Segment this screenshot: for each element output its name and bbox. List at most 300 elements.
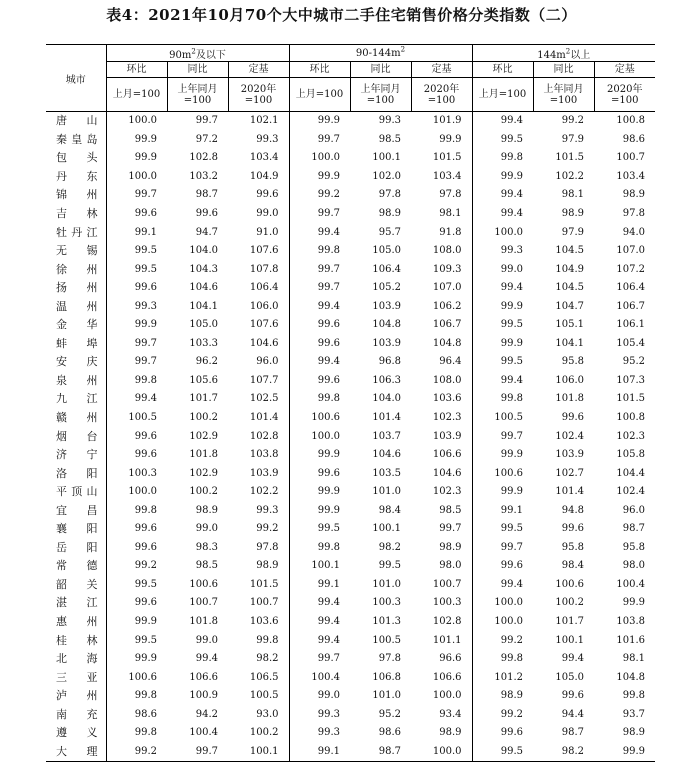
index-value: 99.1: [289, 576, 350, 595]
table-row: [46, 687, 655, 706]
index-value: 100.7: [432, 578, 462, 590]
index-value: 99.5: [472, 316, 533, 335]
group-header-small: $90m^2$及以下: [106, 45, 289, 62]
index-value: 103.5: [372, 467, 401, 479]
index-value: 103.6: [432, 393, 462, 405]
index-value: 101.5: [249, 578, 279, 590]
index-value: 99.2: [472, 706, 533, 725]
index-value: 102.3: [616, 430, 645, 442]
index-value: 101.4: [555, 486, 584, 498]
index-value: 103.8: [616, 616, 645, 628]
index-value: 99.8: [289, 242, 350, 261]
index-value: 99.9: [289, 446, 350, 465]
index-value: 104.6: [189, 282, 218, 294]
table-row: [46, 297, 655, 316]
index-value: 100.0: [472, 223, 533, 242]
index-value: 98.0: [439, 560, 462, 572]
index-value: 96.4: [439, 356, 462, 368]
index-value: 100.1: [372, 152, 401, 164]
index-value: 107.0: [432, 282, 462, 294]
index-value: 99.7: [472, 539, 533, 558]
index-value: 105.8: [616, 449, 645, 461]
index-value: 93.4: [439, 708, 462, 720]
index-value: 99.4: [195, 653, 218, 665]
index-value: 100.5: [472, 409, 533, 428]
index-value: 100.5: [106, 409, 167, 428]
index-value: 98.7: [561, 727, 584, 739]
index-value: 99.9: [106, 149, 167, 168]
base-header: 2020年 =100: [228, 78, 289, 112]
index-value: 99.3: [472, 242, 533, 261]
index-value: 99.5: [106, 631, 167, 650]
index-value: 100.0: [289, 427, 350, 446]
index-value: 98.9: [378, 208, 401, 219]
base-header: 上年同月 =100: [350, 78, 411, 112]
base-header: 上月=100: [289, 78, 350, 112]
index-value: 102.2: [555, 170, 584, 182]
index-value: 109.3: [432, 263, 462, 275]
index-value: 98.9: [439, 727, 462, 739]
base-header: 2020年 =100: [594, 78, 655, 112]
sub-header: 同比: [350, 62, 411, 78]
index-value: 101.5: [616, 393, 645, 405]
index-value: 103.4: [249, 152, 279, 164]
base-header: 2020年 =100: [411, 78, 472, 112]
index-value: 100.0: [472, 613, 533, 632]
index-value: 98.7: [622, 523, 645, 535]
index-value: 98.9: [439, 541, 462, 553]
index-value: 101.0: [372, 690, 401, 702]
index-value: 97.8: [439, 189, 462, 201]
index-value: 98.5: [378, 133, 401, 145]
index-value: 98.6: [622, 133, 645, 145]
index-value: 106.4: [616, 282, 645, 294]
table-row: [46, 186, 655, 205]
table-row: [46, 205, 655, 224]
index-value: 97.8: [378, 189, 401, 201]
index-value: 99.4: [106, 390, 167, 409]
index-value: 107.3: [616, 374, 645, 386]
base-header: 上月=100: [472, 78, 533, 112]
sub-header: 同比: [533, 62, 594, 78]
index-value: 105.2: [372, 282, 401, 294]
group-header-medium: $90-144m^2$: [289, 45, 472, 62]
city-name: 桂林: [56, 633, 98, 647]
index-value: 106.4: [372, 263, 401, 275]
table-row: [46, 335, 655, 354]
table-row: [46, 223, 655, 242]
base-header: 上年同月 =100: [533, 78, 594, 112]
index-value: 101.0: [372, 578, 401, 590]
index-value: 99.8: [106, 687, 167, 706]
index-value: 99.5: [472, 353, 533, 372]
index-value: 99.4: [289, 223, 350, 242]
index-value: 100.5: [372, 634, 401, 646]
index-value: 101.4: [372, 412, 401, 424]
index-value: 99.2: [106, 743, 167, 762]
index-value: 99.3: [256, 133, 279, 145]
index-value: 101.8: [189, 449, 218, 461]
index-value: 103.9: [432, 430, 462, 442]
index-value: 100.9: [189, 690, 218, 702]
index-value: 99.5: [106, 576, 167, 595]
index-value: 99.5: [472, 131, 533, 150]
index-value: 95.2: [378, 708, 401, 720]
index-value: 100.6: [289, 409, 350, 428]
index-value: 101.3: [372, 616, 401, 628]
index-value: 99.4: [289, 613, 350, 632]
index-value: 99.0: [256, 208, 279, 219]
index-value: 98.9: [561, 208, 584, 219]
index-value: 100.0: [106, 168, 167, 187]
index-value: 99.7: [439, 523, 462, 535]
index-value: 91.8: [439, 226, 462, 238]
index-value: 99.1: [289, 743, 350, 762]
index-value: 98.6: [106, 706, 167, 725]
index-value: 101.8: [555, 393, 584, 405]
city-name: 三亚: [56, 670, 98, 684]
index-value: 100.0: [106, 112, 167, 131]
index-value: 99.7: [106, 353, 167, 372]
index-value: 99.1: [472, 501, 533, 520]
table-row: [46, 316, 655, 335]
index-value: 97.9: [561, 133, 584, 145]
index-value: 99.9: [106, 131, 167, 150]
sub-header: 同比: [167, 62, 228, 78]
table-row: [46, 557, 655, 576]
index-value: 99.6: [289, 316, 350, 335]
index-value: 100.4: [289, 668, 350, 687]
table-row: [46, 446, 655, 465]
index-value: 99.8: [289, 390, 350, 409]
index-value: 100.2: [249, 727, 279, 739]
index-value: 99.7: [289, 205, 350, 224]
table-row: [46, 743, 655, 762]
index-value: 98.3: [195, 541, 218, 553]
table-row: [46, 372, 655, 391]
index-value: 99.7: [289, 260, 350, 279]
index-value: 97.9: [561, 226, 584, 238]
index-value: 98.2: [378, 541, 401, 553]
index-value: 94.0: [622, 226, 645, 238]
index-value: 98.1: [561, 189, 584, 201]
index-value: 100.4: [616, 578, 645, 590]
index-value: 104.6: [432, 467, 462, 479]
city-name: 唐山: [56, 114, 98, 128]
table-row: [46, 112, 655, 131]
index-value: 101.0: [372, 486, 401, 498]
index-value: 108.0: [432, 374, 462, 386]
index-value: 99.9: [289, 483, 350, 502]
index-value: 98.4: [561, 560, 584, 572]
city-name: 徐州: [56, 262, 98, 276]
index-value: 100.7: [249, 597, 279, 609]
index-value: 97.8: [256, 541, 279, 553]
index-value: 105.4: [616, 337, 645, 349]
city-column-header: 城市: [46, 45, 106, 112]
index-value: 104.9: [249, 170, 279, 182]
table-row: [46, 576, 655, 595]
index-value: 101.2: [472, 668, 533, 687]
index-value: 98.9: [256, 560, 279, 572]
index-value: 98.2: [533, 743, 594, 762]
index-value: 99.7: [289, 131, 350, 150]
index-value: 99.9: [439, 133, 462, 145]
index-value: 94.8: [561, 504, 584, 516]
index-value: 100.2: [555, 597, 584, 609]
city-name: 遵义: [56, 726, 98, 740]
index-value: 99.9: [472, 297, 533, 316]
index-value: 104.5: [555, 245, 584, 257]
city-name: 赣州: [56, 411, 98, 425]
table-row: [46, 594, 655, 613]
index-value: 99.9: [472, 335, 533, 354]
index-value: 99.0: [472, 260, 533, 279]
index-value: 99.4: [472, 205, 533, 224]
index-value: 105.0: [189, 319, 218, 331]
index-value: 95.8: [561, 356, 584, 368]
index-value: 99.8: [256, 634, 279, 646]
sub-header: 环比: [289, 62, 350, 78]
index-value: 106.0: [249, 300, 279, 312]
index-value: 99.8: [472, 390, 533, 409]
index-value: 95.2: [622, 356, 645, 368]
index-value: 103.4: [432, 170, 462, 182]
index-value: 100.8: [616, 412, 645, 424]
index-value: 100.3: [106, 464, 167, 483]
index-value: 99.6: [106, 520, 167, 539]
index-value: 99.4: [472, 576, 533, 595]
index-value: 104.3: [189, 263, 218, 275]
index-value: 102.7: [555, 467, 584, 479]
base-header: 上月=100: [106, 78, 167, 112]
sub-header: 环比: [472, 62, 533, 78]
index-value: 106.7: [616, 300, 645, 312]
city-name: 南充: [56, 707, 98, 721]
sub-header: 定基: [411, 62, 472, 78]
index-value: 99.2: [106, 557, 167, 576]
index-value: 99.2: [472, 631, 533, 650]
index-value: 99.4: [561, 653, 584, 665]
city-name: 泉州: [56, 373, 98, 387]
index-value: 99.6: [472, 724, 533, 743]
index-value: 96.0: [256, 356, 279, 368]
city-name: 包头: [56, 151, 98, 165]
index-value: 106.8: [372, 671, 401, 683]
index-value: 99.4: [472, 372, 533, 391]
index-value: 101.7: [189, 393, 218, 405]
table-row: [46, 724, 655, 743]
table-row: [46, 650, 655, 669]
table-row: [46, 706, 655, 725]
index-value: 100.0: [432, 690, 462, 702]
index-value: 100.6: [555, 578, 584, 590]
index-value: 99.8: [472, 650, 533, 669]
index-value: 102.8: [189, 152, 218, 164]
index-value: 96.6: [439, 653, 462, 665]
index-value: 100.6: [106, 668, 167, 687]
index-value: 99.4: [289, 353, 350, 372]
index-value: 99.4: [289, 297, 350, 316]
index-value: 99.6: [106, 205, 167, 224]
city-name: 秦皇岛: [56, 132, 98, 146]
index-value: 107.6: [249, 319, 279, 331]
index-value: 102.8: [432, 616, 462, 628]
index-value: 99.0: [195, 634, 218, 646]
index-value: 99.8: [289, 539, 350, 558]
city-name: 蚌埠: [56, 336, 98, 350]
index-value: 98.7: [195, 189, 218, 201]
sub-header: 环比: [106, 62, 167, 78]
index-value: 104.1: [189, 300, 218, 312]
index-value: 99.2: [561, 115, 584, 127]
index-value: 93.0: [256, 708, 279, 720]
index-value: 106.1: [616, 319, 645, 331]
index-value: 101.5: [555, 152, 584, 164]
index-value: 106.6: [432, 671, 462, 683]
index-value: 106.0: [555, 374, 584, 386]
index-value: 105.0: [372, 245, 401, 257]
index-value: 99.7: [167, 743, 228, 762]
index-value: 99.7: [106, 335, 167, 354]
index-value: 107.7: [249, 374, 279, 386]
index-value: 97.8: [378, 653, 401, 665]
city-name: 无锡: [56, 244, 98, 258]
index-value: 104.4: [616, 467, 645, 479]
index-value: 99.3: [289, 724, 350, 743]
index-value: 104.8: [432, 337, 462, 349]
index-value: 100.2: [189, 412, 218, 424]
index-value: 100.1: [372, 523, 401, 535]
index-value: 102.9: [189, 467, 218, 479]
index-value: 100.5: [249, 690, 279, 702]
index-value: 99.9: [289, 501, 350, 520]
index-value: 99.4: [472, 112, 533, 131]
table-row: [46, 427, 655, 446]
index-value: 99.9: [106, 613, 167, 632]
city-name: 金华: [56, 318, 98, 332]
index-value: 98.9: [195, 504, 218, 516]
index-value: 99.4: [289, 631, 350, 650]
index-value: 103.9: [249, 467, 279, 479]
index-value: 101.7: [555, 616, 584, 628]
index-value: 99.2: [289, 186, 350, 205]
index-value: 106.2: [432, 300, 462, 312]
index-value: 101.9: [432, 115, 462, 127]
table-row: [46, 353, 655, 372]
index-value: 99.1: [106, 223, 167, 242]
index-value: 98.9: [622, 727, 645, 739]
table-row: [46, 668, 655, 687]
table-row: [46, 149, 655, 168]
index-value: 99.6: [106, 446, 167, 465]
index-value: 99.6: [256, 189, 279, 201]
index-value: 100.1: [228, 743, 289, 762]
city-name: 北海: [56, 652, 98, 666]
index-value: 99.3: [256, 504, 279, 516]
table-row: [46, 168, 655, 187]
index-value: 99.9: [106, 650, 167, 669]
index-value: 107.0: [616, 245, 645, 257]
index-value: 101.5: [432, 152, 462, 164]
index-value: 101.4: [249, 412, 279, 424]
index-value: 100.0: [106, 483, 167, 502]
index-value: 99.2: [256, 523, 279, 535]
table-row: [46, 483, 655, 502]
index-value: 103.9: [372, 337, 401, 349]
index-value: 103.8: [249, 449, 279, 461]
index-value: 100.0: [472, 594, 533, 613]
index-value: 102.4: [555, 430, 584, 442]
table-row: [46, 279, 655, 298]
index-value: 98.0: [622, 560, 645, 572]
index-value: 100.2: [189, 486, 218, 498]
index-value: 104.1: [555, 337, 584, 349]
city-name: 湛江: [56, 596, 98, 610]
index-value: 103.6: [249, 616, 279, 628]
table-row: [46, 631, 655, 650]
group-header-large: $144m^2$以上: [472, 45, 655, 62]
index-value: 99.6: [106, 594, 167, 613]
city-name: 扬州: [56, 281, 98, 295]
table-row: [46, 464, 655, 483]
index-value: 99.9: [472, 446, 533, 465]
index-value: 106.7: [432, 319, 462, 331]
index-value: 99.9: [289, 112, 350, 131]
index-value: 98.6: [378, 727, 401, 739]
index-value: 99.5: [106, 242, 167, 261]
index-value: 99.8: [106, 501, 167, 520]
index-value: 104.7: [555, 300, 584, 312]
index-value: 99.3: [106, 297, 167, 316]
city-name: 常德: [56, 559, 98, 573]
index-value: 107.8: [249, 263, 279, 275]
index-value: 101.8: [189, 616, 218, 628]
index-value: 91.0: [256, 226, 279, 238]
city-name: 韶关: [56, 577, 98, 591]
index-value: 102.4: [616, 486, 645, 498]
city-name: 吉林: [56, 207, 98, 220]
index-value: 99.0: [289, 687, 350, 706]
index-value: 99.8: [472, 149, 533, 168]
index-value: 105.6: [189, 374, 218, 386]
index-value: 99.4: [289, 594, 350, 613]
base-header: 上年同月 =100: [167, 78, 228, 112]
index-value: 98.1: [439, 208, 462, 219]
index-value: 99.3: [378, 115, 401, 127]
index-value: 106.6: [189, 671, 218, 683]
index-value: 94.7: [195, 226, 218, 238]
index-value: 94.2: [195, 708, 218, 720]
index-value: 100.3: [432, 597, 462, 609]
index-value: 99.4: [472, 279, 533, 298]
index-value: 105.1: [555, 319, 584, 331]
index-value: 98.7: [350, 743, 411, 762]
index-value: 97.2: [195, 133, 218, 145]
sub-header: 定基: [594, 62, 655, 78]
index-value: 99.0: [195, 523, 218, 535]
table-row: [46, 131, 655, 150]
index-value: 98.4: [378, 504, 401, 516]
index-value: 99.8: [106, 372, 167, 391]
index-value: 99.6: [561, 523, 584, 535]
index-value: 96.0: [622, 504, 645, 516]
table-row: [46, 409, 655, 428]
index-value: 106.3: [372, 374, 401, 386]
index-value: 99.6: [195, 208, 218, 219]
index-value: 99.6: [106, 539, 167, 558]
index-value: 104.0: [189, 245, 218, 257]
